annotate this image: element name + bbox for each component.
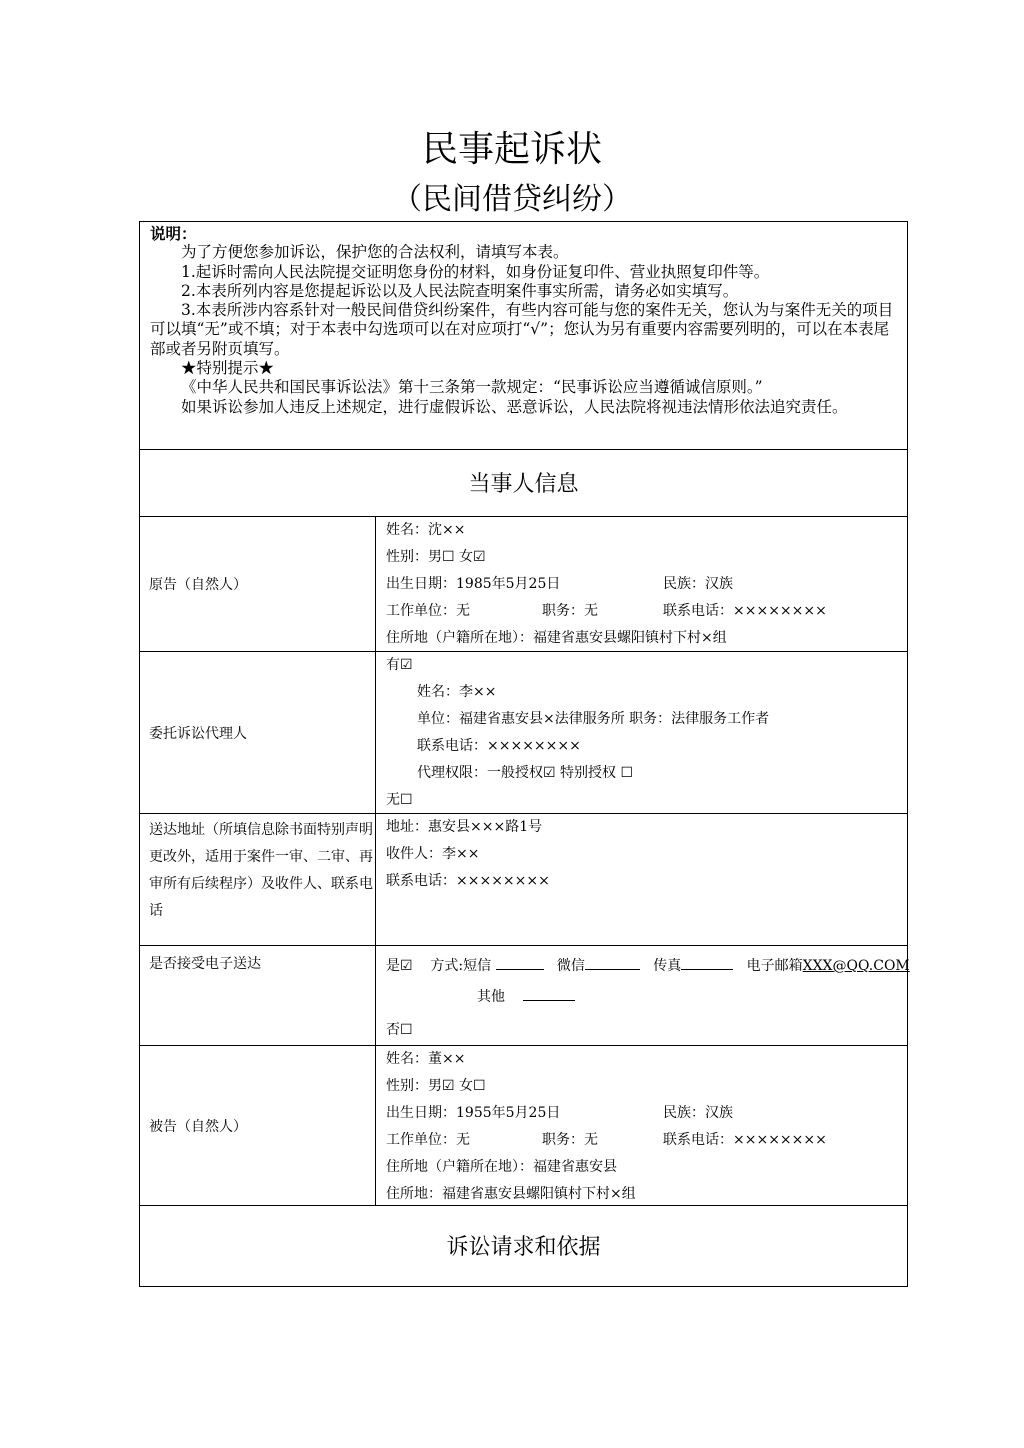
agent-label: 委托诉讼代理人 xyxy=(140,652,376,813)
plaintiff-work: 工作单位：无 xyxy=(386,603,470,619)
defendant-label: 被告（自然人） xyxy=(140,1046,376,1205)
wechat-blank[interactable] xyxy=(585,955,640,970)
agent-row xyxy=(139,652,908,814)
service-address-label: 送达地址（所填信息除书面特别声明更改外，适用于案件一审、二审、再审所有后续程序）及收件人、联系电话 xyxy=(140,814,376,945)
electronic-email: XXX@QQ.COM xyxy=(802,958,910,974)
defendant-work: 工作单位：无 xyxy=(386,1132,470,1148)
defendant-address: 住所地：福建省惠安县螺阳镇村下村×组 xyxy=(386,1186,636,1202)
electronic-wechat-label: 微信 xyxy=(556,958,585,974)
plaintiff-phone: 联系电话：×××××××× xyxy=(663,603,827,619)
agent-no-checkbox[interactable]: 无☐ xyxy=(386,792,413,808)
instructions-box xyxy=(139,221,908,450)
service-recipient: 收件人：李×× xyxy=(386,846,480,862)
plaintiff-row xyxy=(139,517,908,652)
plaintiff-gender: 性别：男☐ 女☑ xyxy=(386,549,486,565)
electronic-no-checkbox[interactable]: 否☐ xyxy=(386,1022,413,1038)
instruction-paragraph: 1.起诉时需向人民法院提交证明您身份的材料，如身份证复印件、营业执照复印件等。 xyxy=(181,262,770,281)
other-blank[interactable] xyxy=(523,986,575,1001)
agent-unit: 单位：福建省惠安县×法律服务所 职务：法律服务工作者 xyxy=(417,711,770,727)
document-title: 民事起诉状 xyxy=(421,129,602,170)
plaintiff-ethnicity: 民族：汉族 xyxy=(663,576,733,592)
defendant-ethnicity: 民族：汉族 xyxy=(663,1105,733,1121)
electronic-yes-checkbox[interactable]: 是☑ xyxy=(386,958,413,974)
plaintiff-label: 原告（自然人） xyxy=(140,517,376,651)
electronic-other-label: 其他 xyxy=(477,989,505,1005)
agent-authority[interactable]: 代理权限：一般授权☑ 特别授权 ☐ xyxy=(417,765,634,781)
electronic-email-label: 电子邮箱 xyxy=(746,958,803,974)
defendant-name: 姓名：董×× xyxy=(386,1051,466,1067)
agent-yes-checkbox[interactable]: 有☑ xyxy=(386,657,413,673)
fax-blank[interactable] xyxy=(681,955,733,970)
plaintiff-address: 住所地（户籍所在地）：福建省惠安县螺阳镇村下村×组 xyxy=(386,630,727,646)
plaintiff-name: 姓名：沈×× xyxy=(386,522,466,538)
electronic-service-row xyxy=(139,946,908,1046)
electronic-sms-label: 方式:短信 xyxy=(430,958,492,974)
defendant-birth: 出生日期：1955年5月25日 xyxy=(386,1105,561,1121)
service-address-row xyxy=(139,814,908,946)
special-notice-heading: ★特别提示★ xyxy=(181,359,275,378)
defendant-row xyxy=(139,1046,908,1206)
service-address: 地址：惠安县×××路1号 xyxy=(386,819,543,835)
plaintiff-birth: 出生日期：1985年5月25日 xyxy=(386,576,561,592)
defendant-gender: 性别：男☑ 女☐ xyxy=(386,1078,486,1094)
defendant-phone: 联系电话：×××××××× xyxy=(663,1132,827,1148)
instruction-paragraph: 3.本表所涉内容系针对一般民间借贷纠纷案件，有些内容可能与您的案件无关，您认为与案件无关的项目可以填“无”或不填；对于本表中勾选项可以在对应项打“√”；您认为另有重要内容需要列明的，可以在本表尾部或者另附页填写。 xyxy=(150,301,894,358)
plaintiff-position: 职务：无 xyxy=(542,603,598,619)
electronic-service-label: 是否接受电子送达 xyxy=(140,946,376,1045)
document-subtitle: （民间借贷纠纷） xyxy=(392,182,632,217)
instructions-heading: 说明： xyxy=(150,224,197,243)
service-phone: 联系电话：×××××××× xyxy=(386,873,550,889)
section-party-info: 当事人信息 xyxy=(139,449,908,517)
agent-phone: 联系电话：×××××××× xyxy=(417,738,581,754)
instruction-paragraph: 《中华人民共和国民事诉讼法》第十三条第一款规定：“民事诉讼应当遵循诚信原则。” xyxy=(181,378,763,397)
instruction-paragraph: 如果诉讼参加人违反上述规定，进行虚假诉讼、恶意诉讼，人民法院将视违法情形依法追究责任。 xyxy=(181,397,848,416)
instruction-paragraph: 为了方便您参加诉讼，保护您的合法权利，请填写本表。 xyxy=(181,243,569,262)
defendant-household: 住所地（户籍所在地）：福建省惠安县 xyxy=(386,1159,617,1175)
agent-name: 姓名：李×× xyxy=(417,684,497,700)
section-claims: 诉讼请求和依据 xyxy=(139,1205,908,1287)
defendant-position: 职务：无 xyxy=(542,1132,598,1148)
sms-blank[interactable] xyxy=(496,955,544,970)
electronic-fax-label: 传真 xyxy=(653,958,682,974)
instruction-paragraph: 2.本表所列内容是您提起诉讼以及人民法院查明案件事实所需，请务必如实填写。 xyxy=(181,281,739,300)
